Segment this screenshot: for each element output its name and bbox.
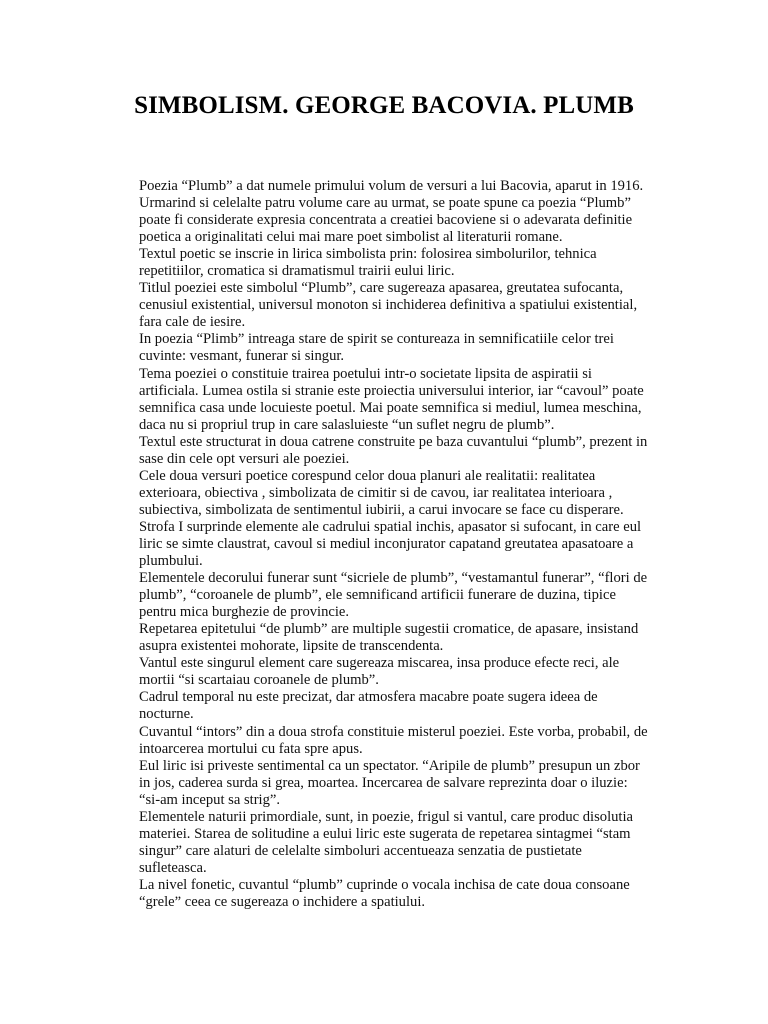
paragraph-14: Eul liric isi priveste sentimental ca un spectator. “Aripile de plumb” presupun un zbor in jos, caderea surda si grea, moartea. Incercarea de salvare reprezinta doar o iluzie: “si-am inceput sa strig”. — [139, 757, 640, 808]
document-body — [139, 178, 649, 911]
paragraph-13: Cuvantul “intors” din a doua strofa constituie misterul poeziei. Este vorba, probabil, de intoarcerea mortului cu fata spre apus. — [139, 723, 648, 757]
paragraph-12: Cadrul temporal nu este precizat, dar atmosfera macabre poate sugera ideea de nocturne. — [139, 689, 598, 723]
paragraph-7: Cele doua versuri poetice corespund celor doua planuri ale realitatii: realitatea exterioara, obiectiva , simbolizata de cimitir si de cavou, iar realitatea interioara , subiectiva, simbolizata de sentimentul iubirii, a carui invocare se face cu disperare. — [139, 467, 624, 518]
document-title: SIMBOLISM. GEORGE BACOVIA. PLUMB — [134, 92, 634, 119]
paragraph-9: Elementele decorului funerar sunt “sicriele de plumb”, “vestamantul funerar”, “flori de plumb”, “coroanele de plumb”, ele semnificand artificii funerare de duzina, tipice pentru mica burghezie de provincie. — [139, 570, 648, 621]
paragraph-6: Textul este structurat in doua catrene construite pe baza cuvantului “plumb”, prezent in sase din cele opt versuri ale poeziei. — [139, 433, 648, 467]
paragraph-2: Textul poetic se inscrie in lirica simbolista prin: folosirea simbolurilor, tehnica repetitiilor, cromatica si dramatismul trairii eului liric. — [139, 246, 597, 280]
paragraph-15: Elementele naturii primordiale, sunt, in poezie, frigul si vantul, care produc disolutia materiei. Starea de solitudine a eului liric este sugerata de repetarea sintagmei “stam singur” care alaturi de celelalte simboluri accentueaza senzatia de pustietate sufleteasca. — [139, 808, 634, 876]
paragraph-3: Titlul poeziei este simbolul “Plumb”, care sugereaza apasarea, greutatea sufocanta, cenusiul existential, universul monoton si inchiderea definitiva a spatiului existential, fara cale de iesire. — [139, 280, 638, 331]
paragraph-1: Poezia “Plumb” a dat numele primului volum de versuri a lui Bacovia, aparut in 1916. Urmarind si celelalte patru volume care au urmat, se poate spune ca poezia “Plumb” poate fi considerate expresia concentrata a creatiei bacoviene si o adevarata definitie poetica a originalitati celui mai mare poet simbolist al literaturii romane. — [139, 178, 644, 246]
paragraph-10: Repetarea epitetului “de plumb” are multiple sugestii cromatice, de apasare, insistand asupra existentei mohorate, lipsite de transcendenta. — [139, 621, 639, 655]
paragraph-16: La nivel fonetic, cuvantul “plumb” cuprinde o vocala inchisa de cate doua consoane “grele” ceea ce sugereaza o inchidere a spatiului. — [139, 876, 630, 910]
paragraph-4: In poezia “Plimb” intreaga stare de spirit se contureaza in semnificatiile celor trei cuvinte: vesmant, funerar si singur. — [139, 331, 614, 365]
paragraph-11: Vantul este singurul element care sugereaza miscarea, insa produce efecte reci, ale mortii “si scartaiau coroanele de plumb”. — [139, 655, 620, 689]
paragraph-8: Strofa I surprinde elemente ale cadrului spatial inchis, apasator si sufocant, in care eul liric se simte claustrat, cavoul si mediul inconjurator capatand greutatea apasatoare a plumbului. — [139, 518, 642, 570]
paragraph-5: Tema poeziei o constituie trairea poetului intr-o societate lipsita de aspiratii si artificiala. Lumea ostila si stranie este proiectia universului interior, iar “cavoul” poate semnifica casa unde locuieste poetul. Mai poate semnifica si mediul, lumea meschina, daca nu si propriul trup in care salasluieste “un suflet negru de plumb”. — [139, 365, 644, 433]
